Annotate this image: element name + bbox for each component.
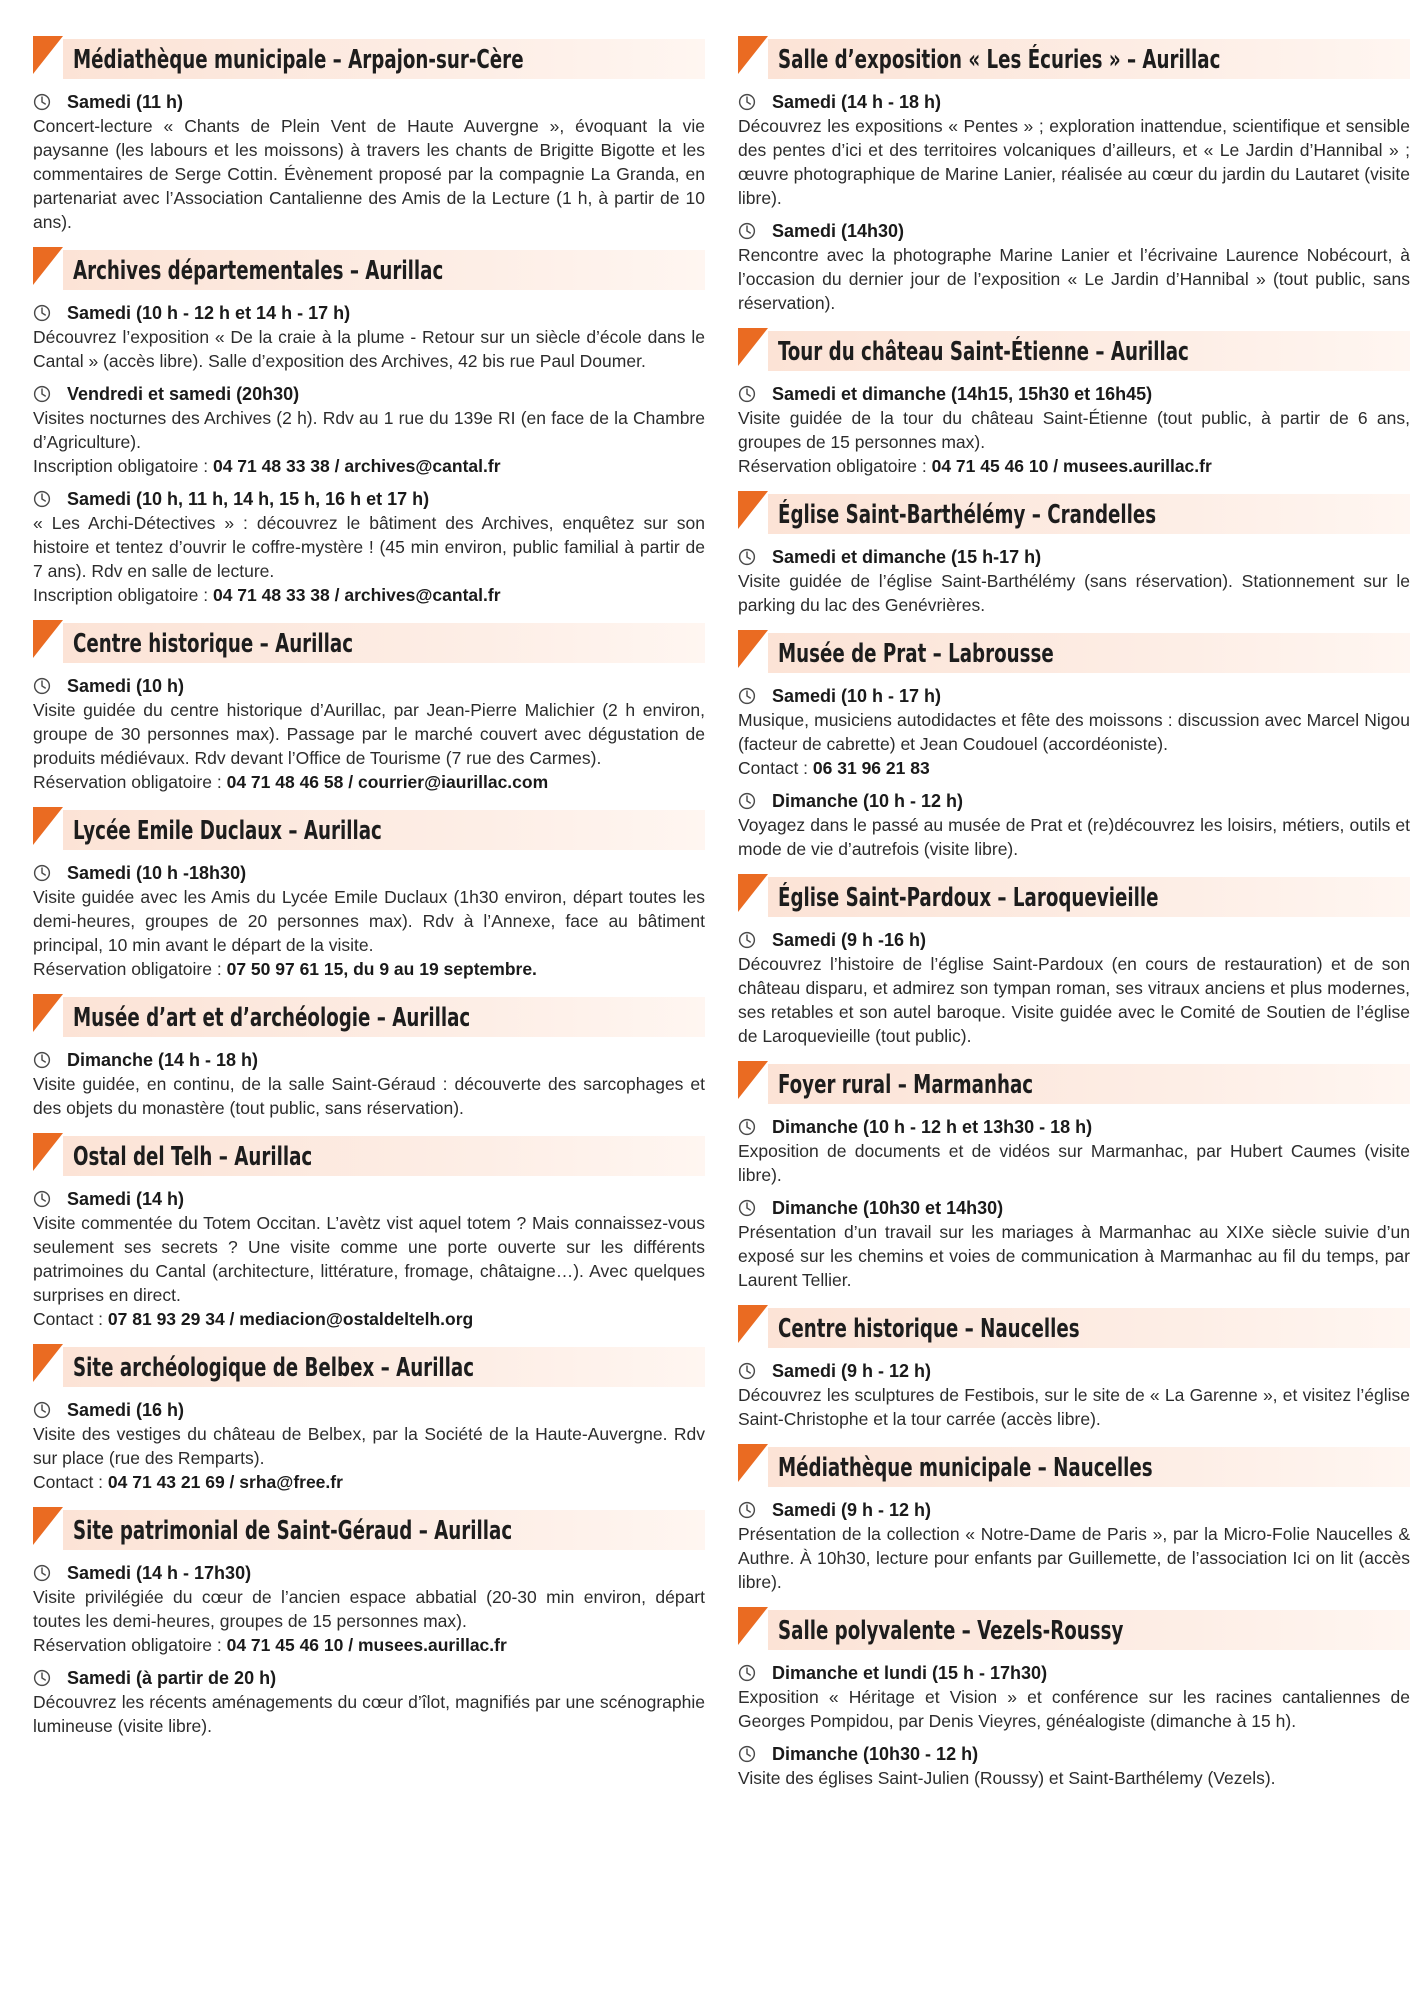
slot-time: Dimanche (14 h - 18 h) <box>67 1049 259 1070</box>
slot-time: Samedi (à partir de 20 h) <box>67 1667 277 1688</box>
venue-slots <box>33 861 705 981</box>
time-slot <box>33 382 705 478</box>
time-slot <box>33 861 705 981</box>
orange-flag-icon <box>738 36 768 74</box>
venue-header <box>33 620 705 664</box>
slot-header <box>738 382 1410 406</box>
slot-description: Voyagez dans le passé au musée de Prat et (re)découvrez les loisirs, métiers, outils et mode de vie d’autrefois (visite libre). <box>738 815 1410 859</box>
slot-time: Samedi (14 h - 18 h) <box>772 91 942 112</box>
clock-icon <box>738 1118 756 1136</box>
contact-label: Inscription obligatoire : <box>33 585 209 605</box>
venue-header <box>738 491 1410 535</box>
venue-section <box>33 1507 705 1738</box>
venue-slots <box>738 928 1410 1048</box>
venue-header <box>33 1507 705 1551</box>
venue-title: Lycée Emile Duclaux – Aurillac <box>73 816 382 846</box>
venue-slots <box>33 1398 705 1494</box>
contact-value[interactable]: 04 71 48 33 38 / archives@cantal.fr <box>212 456 501 476</box>
time-slot <box>738 1359 1410 1431</box>
time-slot <box>738 789 1410 861</box>
slot-description: Exposition « Héritage et Vision » et conférence sur les racines cantaliennes de Georges Pompidou, par Denis Vieyres, généalogiste (dimanche à 15 h). <box>738 1687 1410 1731</box>
slot-header <box>33 861 705 885</box>
slot-header <box>738 1742 1410 1766</box>
orange-flag-icon <box>33 36 63 74</box>
contact-label: Réservation obligatoire : <box>33 1635 222 1655</box>
time-slot <box>33 301 705 373</box>
clock-icon <box>33 1051 51 1069</box>
slot-time: Samedi et dimanche (14h15, 15h30 et 16h45) <box>772 383 1153 404</box>
slot-time: Samedi (10 h, 11 h, 14 h, 15 h, 16 h et 17 h) <box>67 488 430 509</box>
venue-slots <box>33 1187 705 1331</box>
clock-icon <box>738 1745 756 1763</box>
slot-time: Samedi (10 h - 17 h) <box>772 685 942 706</box>
contact-value[interactable]: 04 71 45 46 10 / musees.aurillac.fr <box>226 1635 507 1655</box>
venue-section <box>738 1061 1410 1292</box>
orange-flag-icon <box>33 994 63 1032</box>
left-column <box>33 36 705 1751</box>
time-slot <box>738 90 1410 210</box>
venue-section <box>33 620 705 794</box>
slot-description: Visite guidée de l’église Saint-Barthélémy (sans réservation). Stationnement sur le parking du lac des Genévrières. <box>738 571 1410 615</box>
clock-icon <box>738 1664 756 1682</box>
slot-header <box>738 1115 1410 1139</box>
slot-time: Samedi (14h30) <box>772 220 905 241</box>
slot-header <box>738 1661 1410 1685</box>
contact-label: Réservation obligatoire : <box>738 456 927 476</box>
venue-slots <box>738 545 1410 617</box>
slot-header <box>738 789 1410 813</box>
venue-header <box>33 807 705 851</box>
slot-time: Samedi (14 h) <box>67 1188 185 1209</box>
slot-header <box>33 487 705 511</box>
contact-value[interactable]: 07 81 93 29 34 / mediacion@ostaldeltelh.org <box>107 1309 474 1329</box>
clock-icon <box>738 385 756 403</box>
contact-value[interactable]: 04 71 45 46 10 / musees.aurillac.fr <box>931 456 1212 476</box>
time-slot <box>33 1666 705 1738</box>
venue-section <box>738 630 1410 861</box>
venue-title: Tour du château Saint-Étienne – Aurillac <box>778 337 1189 367</box>
slot-description: Découvrez les expositions « Pentes » ; exploration inattendue, scientifique et sensible des pentes d’ici et des territoires volcaniques d’ailleurs, et « Le Jardin d’Hannibal » ; œuvre photographique de Marine Lanier, réalisée au cœur du jardin du Lautaret (visite libre). <box>738 116 1410 208</box>
venue-header <box>33 36 705 80</box>
orange-flag-icon <box>738 874 768 912</box>
clock-icon <box>738 548 756 566</box>
slot-header <box>33 90 705 114</box>
slot-header <box>33 382 705 406</box>
orange-flag-icon <box>33 1133 63 1171</box>
time-slot <box>33 1187 705 1331</box>
venue-header <box>738 328 1410 372</box>
slot-time: Dimanche (10h30 - 12 h) <box>772 1743 979 1764</box>
orange-flag-icon <box>738 1061 768 1099</box>
contact-value[interactable]: 07 50 97 61 15, du 9 au 19 septembre. <box>226 959 537 979</box>
slot-description: Visite guidée, en continu, de la salle Saint-Géraud : découverte des sarcophages et des objets du monastère (tout public, sans réservation). <box>33 1074 705 1118</box>
time-slot <box>738 1498 1410 1594</box>
clock-icon <box>33 677 51 695</box>
contact-label: Réservation obligatoire : <box>33 959 222 979</box>
clock-icon <box>738 687 756 705</box>
slot-header <box>33 1187 705 1211</box>
time-slot <box>33 1398 705 1494</box>
orange-flag-icon <box>738 1444 768 1482</box>
venue-section <box>33 36 705 234</box>
slot-description: Visite commentée du Totem Occitan. L’avètz vist aquel totem ? Mais connaissez-vous seulement ses secrets ? Une visite comme une porte ouverte sur les différents patrimoines du Cantal (architecture, littérature, fromage, châtaigne…). Avec quelques surprises en direct. <box>33 1213 705 1305</box>
clock-icon <box>33 93 51 111</box>
slot-header <box>738 928 1410 952</box>
venue-title: Église Saint-Barthélémy – Crandelles <box>778 500 1157 530</box>
clock-icon <box>738 1501 756 1519</box>
contact-line <box>33 1470 705 1494</box>
time-slot <box>738 545 1410 617</box>
slot-time: Dimanche (10 h - 12 h) <box>772 790 964 811</box>
venue-slots <box>33 1561 705 1738</box>
slot-header <box>33 1048 705 1072</box>
venue-section <box>33 807 705 981</box>
venue-slots <box>738 1359 1410 1431</box>
venue-section <box>738 36 1410 315</box>
venue-header <box>738 1444 1410 1488</box>
venue-title: Centre historique – Aurillac <box>73 629 354 659</box>
orange-flag-icon <box>738 630 768 668</box>
slot-description: Découvrez l’histoire de l’église Saint-Pardoux (en cours de restauration) et de son château disparu, et admirez son tympan roman, ses vitraux anciens et plus modernes, ses retables et son autel baroque. Visite guidée avec le Comité de Soutien de l’église de Laroquevieille (tout public). <box>738 954 1410 1046</box>
venue-title: Médiathèque municipale – Naucelles <box>778 1453 1153 1483</box>
clock-icon <box>33 385 51 403</box>
contact-label: Réservation obligatoire : <box>33 772 222 792</box>
slot-description: Visite privilégiée du cœur de l’ancien espace abbatial (20-30 min environ, départ toutes les demi-heures, groupes de 15 personnes max). <box>33 1587 705 1631</box>
venue-title: Centre historique – Naucelles <box>778 1314 1080 1344</box>
clock-icon <box>33 1564 51 1582</box>
time-slot <box>738 1196 1410 1292</box>
venue-slots <box>738 90 1410 315</box>
slot-description: Visite guidée de la tour du château Saint-Étienne (tout public, à partir de 6 ans, groupes de 15 personnes max). <box>738 408 1410 452</box>
contact-value[interactable]: 06 31 96 21 83 <box>812 758 930 778</box>
slot-time: Samedi (16 h) <box>67 1399 185 1420</box>
slot-time: Dimanche (10h30 et 14h30) <box>772 1197 1004 1218</box>
slot-time: Samedi (9 h -16 h) <box>772 929 927 950</box>
venue-title: Médiathèque municipale – Arpajon-sur-Cère <box>73 45 524 75</box>
slot-header <box>738 1498 1410 1522</box>
orange-flag-icon <box>33 620 63 658</box>
slot-header <box>738 1196 1410 1220</box>
slot-description: Découvrez les récents aménagements du cœur d’îlot, magnifiés par une scénographie lumineuse (visite libre). <box>33 1692 705 1736</box>
contact-value[interactable]: 04 71 48 46 58 / courrier@iaurillac.com <box>226 772 549 792</box>
clock-icon <box>33 1669 51 1687</box>
slot-header <box>33 1666 705 1690</box>
venue-slots <box>738 1661 1410 1790</box>
venue-title: Musée de Prat – Labrousse <box>778 639 1054 669</box>
contact-line <box>33 1307 705 1331</box>
orange-flag-icon <box>33 1507 63 1545</box>
contact-line <box>33 583 705 607</box>
slot-description: Présentation d’un travail sur les mariages à Marmanhac au XIXe siècle suivie d’un exposé sur les chemins et voies de communication à Marmanhac au fil du temps, par Laurent Tellier. <box>738 1222 1410 1290</box>
contact-label: Contact : <box>33 1472 104 1492</box>
venue-section <box>33 247 705 607</box>
clock-icon <box>33 304 51 322</box>
venue-header <box>738 1305 1410 1349</box>
slot-time: Samedi (10 h) <box>67 675 185 696</box>
slot-time: Samedi (14 h - 17h30) <box>67 1562 252 1583</box>
venue-header <box>738 630 1410 674</box>
time-slot <box>33 1561 705 1657</box>
slot-header <box>738 1359 1410 1383</box>
time-slot <box>738 1115 1410 1187</box>
venue-header <box>33 994 705 1038</box>
slot-description: Visite des vestiges du château de Belbex, par la Société de la Haute-Auvergne. Rdv sur place (rue des Remparts). <box>33 1424 705 1468</box>
time-slot <box>33 674 705 794</box>
orange-flag-icon <box>738 328 768 366</box>
slot-header <box>33 1398 705 1422</box>
contact-label: Inscription obligatoire : <box>33 456 209 476</box>
contact-line <box>33 454 705 478</box>
venue-title: Salle d’exposition « Les Écuries » – Aurillac <box>778 45 1221 75</box>
venue-slots <box>738 382 1410 478</box>
contact-line <box>738 756 1410 780</box>
clock-icon <box>33 1190 51 1208</box>
contact-value[interactable]: 04 71 43 21 69 / srha@free.fr <box>107 1472 343 1492</box>
venue-header <box>33 247 705 291</box>
slot-description: Rencontre avec la photographe Marine Lanier et l’écrivaine Laurence Nobécourt, à l’occasion du dernier jour de l’exposition « Le Jardin d’Hannibal » (tout public, sans réservation). <box>738 245 1410 313</box>
slot-description: Exposition de documents et de vidéos sur Marmanhac, par Hubert Caumes (visite libre). <box>738 1141 1410 1185</box>
venue-header <box>33 1133 705 1177</box>
venue-title: Ostal del Telh – Aurillac <box>73 1142 313 1172</box>
slot-header <box>33 674 705 698</box>
venue-slots <box>738 1498 1410 1594</box>
venue-header <box>738 874 1410 918</box>
venue-title: Église Saint-Pardoux – Laroquevieille <box>778 883 1159 913</box>
venue-section <box>738 1607 1410 1790</box>
contact-label: Contact : <box>738 758 809 778</box>
venue-section <box>738 874 1410 1048</box>
contact-label: Contact : <box>33 1309 104 1329</box>
slot-description: Visite guidée du centre historique d’Aurillac, par Jean-Pierre Malichier (2 h environ, groupe de 30 personnes max). Passage par le marché couvert avec dégustation de produits médiévaux. Rdv devant l’Office de Tourisme (7 rue des Carmes). <box>33 700 705 768</box>
slot-header <box>33 1561 705 1585</box>
venue-header <box>33 1344 705 1388</box>
venue-slots <box>738 684 1410 861</box>
venue-slots <box>33 674 705 794</box>
slot-header <box>738 90 1410 114</box>
venue-title: Musée d’art et d’archéologie – Aurillac <box>73 1003 471 1033</box>
time-slot <box>738 382 1410 478</box>
slot-time: Samedi (9 h - 12 h) <box>772 1360 932 1381</box>
orange-flag-icon <box>33 807 63 845</box>
contact-line <box>33 770 705 794</box>
slot-time: Samedi (10 h - 12 h et 14 h - 17 h) <box>67 302 351 323</box>
venue-slots <box>33 90 705 234</box>
clock-icon <box>33 1401 51 1419</box>
time-slot <box>738 1742 1410 1790</box>
venue-section <box>33 1133 705 1331</box>
slot-header <box>33 301 705 325</box>
orange-flag-icon <box>738 1607 768 1645</box>
venue-header <box>738 1607 1410 1651</box>
clock-icon <box>738 1199 756 1217</box>
contact-value[interactable]: 04 71 48 33 38 / archives@cantal.fr <box>212 585 501 605</box>
contact-line <box>738 454 1410 478</box>
slot-description: Présentation de la collection « Notre-Dame de Paris », par la Micro-Folie Naucelles & Authre. À 10h30, lecture pour enfants par Guillemette, de l’association Ici on lit (accès libre). <box>738 1524 1410 1592</box>
orange-flag-icon <box>738 1305 768 1343</box>
venue-slots <box>33 301 705 607</box>
clock-icon <box>738 792 756 810</box>
venue-section <box>33 994 705 1120</box>
venue-title: Archives départementales – Aurillac <box>73 256 444 286</box>
clock-icon <box>738 93 756 111</box>
orange-flag-icon <box>33 247 63 285</box>
time-slot <box>33 90 705 234</box>
time-slot <box>738 684 1410 780</box>
slot-time: Samedi (9 h - 12 h) <box>772 1499 932 1520</box>
venue-section <box>33 1344 705 1494</box>
venue-title: Foyer rural – Marmanhac <box>778 1070 1034 1100</box>
venue-section <box>738 1305 1410 1431</box>
right-column <box>738 36 1410 1803</box>
contact-line <box>33 1633 705 1657</box>
slot-description: Visites nocturnes des Archives (2 h). Rdv au 1 rue du 139e RI (en face de la Chambre d’Agriculture). <box>33 408 705 452</box>
time-slot <box>738 928 1410 1048</box>
clock-icon <box>738 1362 756 1380</box>
clock-icon <box>738 931 756 949</box>
venue-title: Salle polyvalente – Vezels-Roussy <box>778 1616 1124 1646</box>
time-slot <box>738 219 1410 315</box>
venue-slots <box>738 1115 1410 1292</box>
venue-title: Site patrimonial de Saint-Géraud – Aurillac <box>73 1516 513 1546</box>
venue-section <box>738 328 1410 478</box>
slot-description: Concert-lecture « Chants de Plein Vent de Haute Auvergne », évoquant la vie paysanne (les labours et les moissons) à travers les chants de Brigitte Bigotte et les commentaires de Serge Cottin. Évènement proposé par la compagnie La Granda, en partenariat avec l’Association Cantalienne des Amis de la Lecture (1 h, à partir de 10 ans). <box>33 116 705 232</box>
slot-time: Vendredi et samedi (20h30) <box>67 383 300 404</box>
slot-header <box>738 684 1410 708</box>
slot-time: Samedi et dimanche (15 h-17 h) <box>772 546 1042 567</box>
slot-description: Découvrez les sculptures de Festibois, sur le site de « La Garenne », et visitez l’église Saint-Christophe et la tour carrée (accès libre). <box>738 1385 1410 1429</box>
venue-header <box>738 36 1410 80</box>
venue-title: Site archéologique de Belbex – Aurillac <box>73 1353 475 1383</box>
venue-slots <box>33 1048 705 1120</box>
slot-description: Musique, musiciens autodidactes et fête des moissons : discussion avec Marcel Nigou (facteur de cabrette) et Jean Coudouel (accordéoniste). <box>738 710 1410 754</box>
time-slot <box>738 1661 1410 1733</box>
contact-line <box>33 957 705 981</box>
venue-section <box>738 1444 1410 1594</box>
slot-time: Dimanche et lundi (15 h - 17h30) <box>772 1662 1048 1683</box>
venue-header <box>738 1061 1410 1105</box>
slot-time: Samedi (11 h) <box>67 91 184 112</box>
slot-header <box>738 545 1410 569</box>
slot-description: « Les Archi-Détectives » : découvrez le bâtiment des Archives, enquêtez sur son histoire et tentez d’ouvrir le coffre-mystère ! (45 min environ, public familial à partir de 7 ans). Rdv en salle de lecture. <box>33 513 705 581</box>
orange-flag-icon <box>33 1344 63 1382</box>
slot-description: Visite des églises Saint-Julien (Roussy) et Saint-Barthélemy (Vezels). <box>738 1768 1276 1788</box>
slot-time: Dimanche (10 h - 12 h et 13h30 - 18 h) <box>772 1116 1093 1137</box>
slot-header <box>738 219 1410 243</box>
time-slot <box>33 487 705 607</box>
orange-flag-icon <box>738 491 768 529</box>
clock-icon <box>738 222 756 240</box>
clock-icon <box>33 490 51 508</box>
clock-icon <box>33 864 51 882</box>
slot-description: Découvrez l’exposition « De la craie à la plume - Retour sur un siècle d’école dans le Cantal » (accès libre). Salle d’exposition des Archives, 42 bis rue Paul Doumer. <box>33 327 705 371</box>
time-slot <box>33 1048 705 1120</box>
venue-section <box>738 491 1410 617</box>
slot-time: Samedi (10 h -18h30) <box>67 862 247 883</box>
slot-description: Visite guidée avec les Amis du Lycée Emile Duclaux (1h30 environ, départ toutes les demi-heures, groupes de 20 personnes max). Rdv à l’Annexe, face au bâtiment principal, 10 min avant le départ de la visite. <box>33 887 705 955</box>
